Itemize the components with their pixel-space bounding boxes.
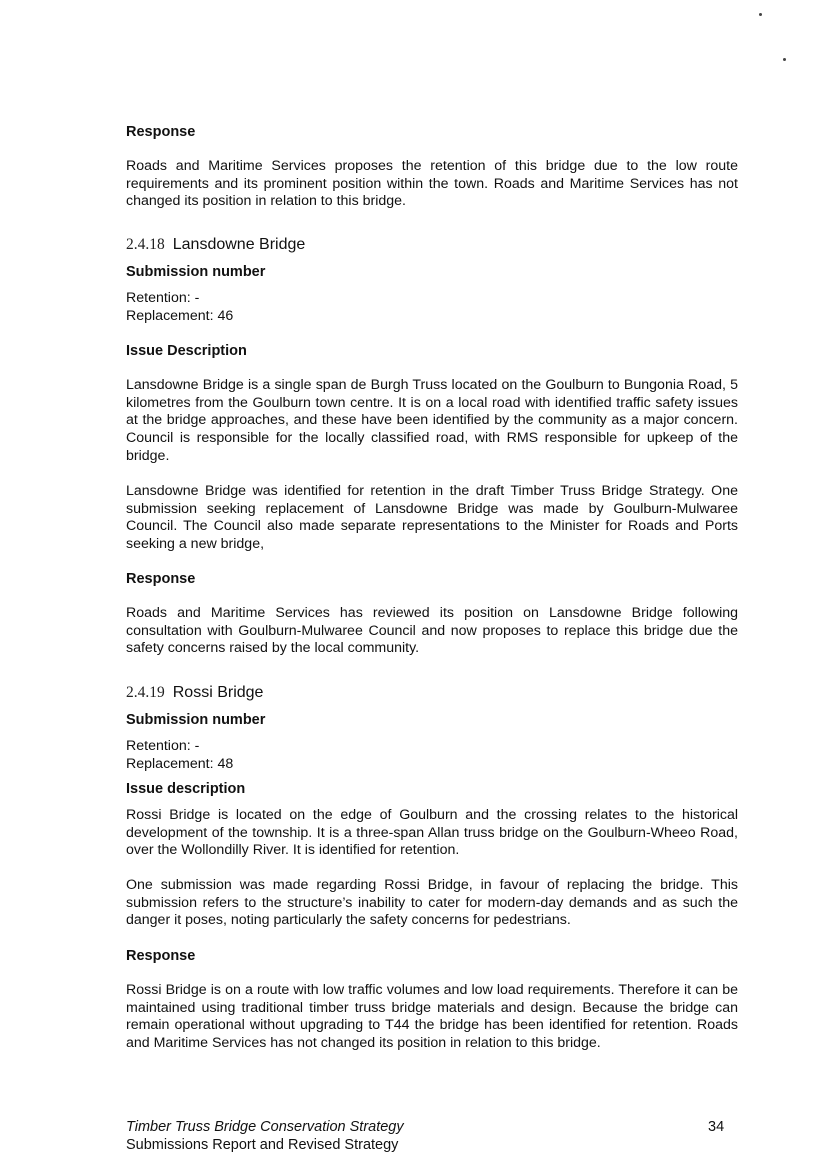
- response-paragraph: Roads and Maritime Services has reviewed its position on Lansdowne Bridge following consultation with Goulburn-Mulwaree Council and now proposes to replace this bridge due the safety concerns raised by the local community.: [126, 605, 738, 657]
- section-number: 2.4.18: [126, 236, 165, 253]
- response-paragraph: Rossi Bridge is on a route with low traffic volumes and low load requirements. Therefore it can be maintained using traditional timber truss bridge materials and design. Because the bridge can remain operational without upgrading to T44 the bridge has been identified for retention. Roads and Maritime Services has not changed its position in relation to this bridge.: [126, 982, 738, 1052]
- replacement-count: Replacement: 48: [126, 756, 234, 772]
- issue-paragraph: One submission was made regarding Rossi Bridge, in favour of replacing the bridge. This submission refers to the structure’s inability to cater for modern-day demands and as such the danger it poses, noting particularly the safety concerns for pedestrians.: [126, 877, 738, 929]
- replacement-count: Replacement: 46: [126, 308, 234, 324]
- response-heading: Response: [126, 948, 196, 964]
- response-heading: Response: [126, 571, 196, 587]
- section-number: 2.4.19: [126, 684, 165, 701]
- submission-number-heading: Submission number: [126, 264, 266, 280]
- response-heading: Response: [126, 124, 196, 140]
- issue-paragraph: Lansdowne Bridge is a single span de Burgh Truss located on the Goulburn to Bungonia Road, 5 kilometres from the Goulburn town centre. It is on a local road with identified traffic safety issues at the bridge approaches, and these have been identified by the community as a major concern. Council is responsible for the locally classified road, with RMS responsible for upkeep of the bridge.: [126, 377, 738, 464]
- section-title: Lansdowne Bridge: [172, 236, 306, 253]
- issue-paragraph: Rossi Bridge is located on the edge of Goulburn and the crossing relates to the historical development of the township. It is a three-span Allan truss bridge on the Goulburn-Wheeo Road, over the Wollondilly River. It is identified for retention.: [126, 807, 738, 859]
- scan-speck: [759, 13, 762, 16]
- footer-document-subtitle: Submissions Report and Revised Strategy: [126, 1137, 399, 1153]
- retention-count: Retention: -: [126, 290, 200, 306]
- section-heading-rossi: [126, 684, 263, 702]
- response-paragraph: Roads and Maritime Services proposes the retention of this bridge due to the low route requirements and its prominent position within the town. Roads and Maritime Services has not changed its position in relation to this bridge.: [126, 158, 738, 210]
- issue-description-heading: Issue description: [126, 781, 246, 797]
- issue-paragraph: Lansdowne Bridge was identified for retention in the draft Timber Truss Bridge Strategy. One submission seeking replacement of Lansdowne Bridge was made by Goulburn-Mulwaree Council. The Council also made separate representations to the Minister for Roads and Ports seeking a new bridge,: [126, 483, 738, 553]
- section-title: Rossi Bridge: [172, 684, 264, 701]
- page-number: 34: [708, 1119, 725, 1135]
- retention-count: Retention: -: [126, 738, 200, 754]
- issue-description-heading: Issue Description: [126, 343, 247, 359]
- scan-speck: [783, 58, 786, 61]
- footer-document-title: Timber Truss Bridge Conservation Strategy: [126, 1119, 404, 1135]
- submission-number-heading: Submission number: [126, 712, 266, 728]
- section-heading-lansdowne: [126, 236, 305, 254]
